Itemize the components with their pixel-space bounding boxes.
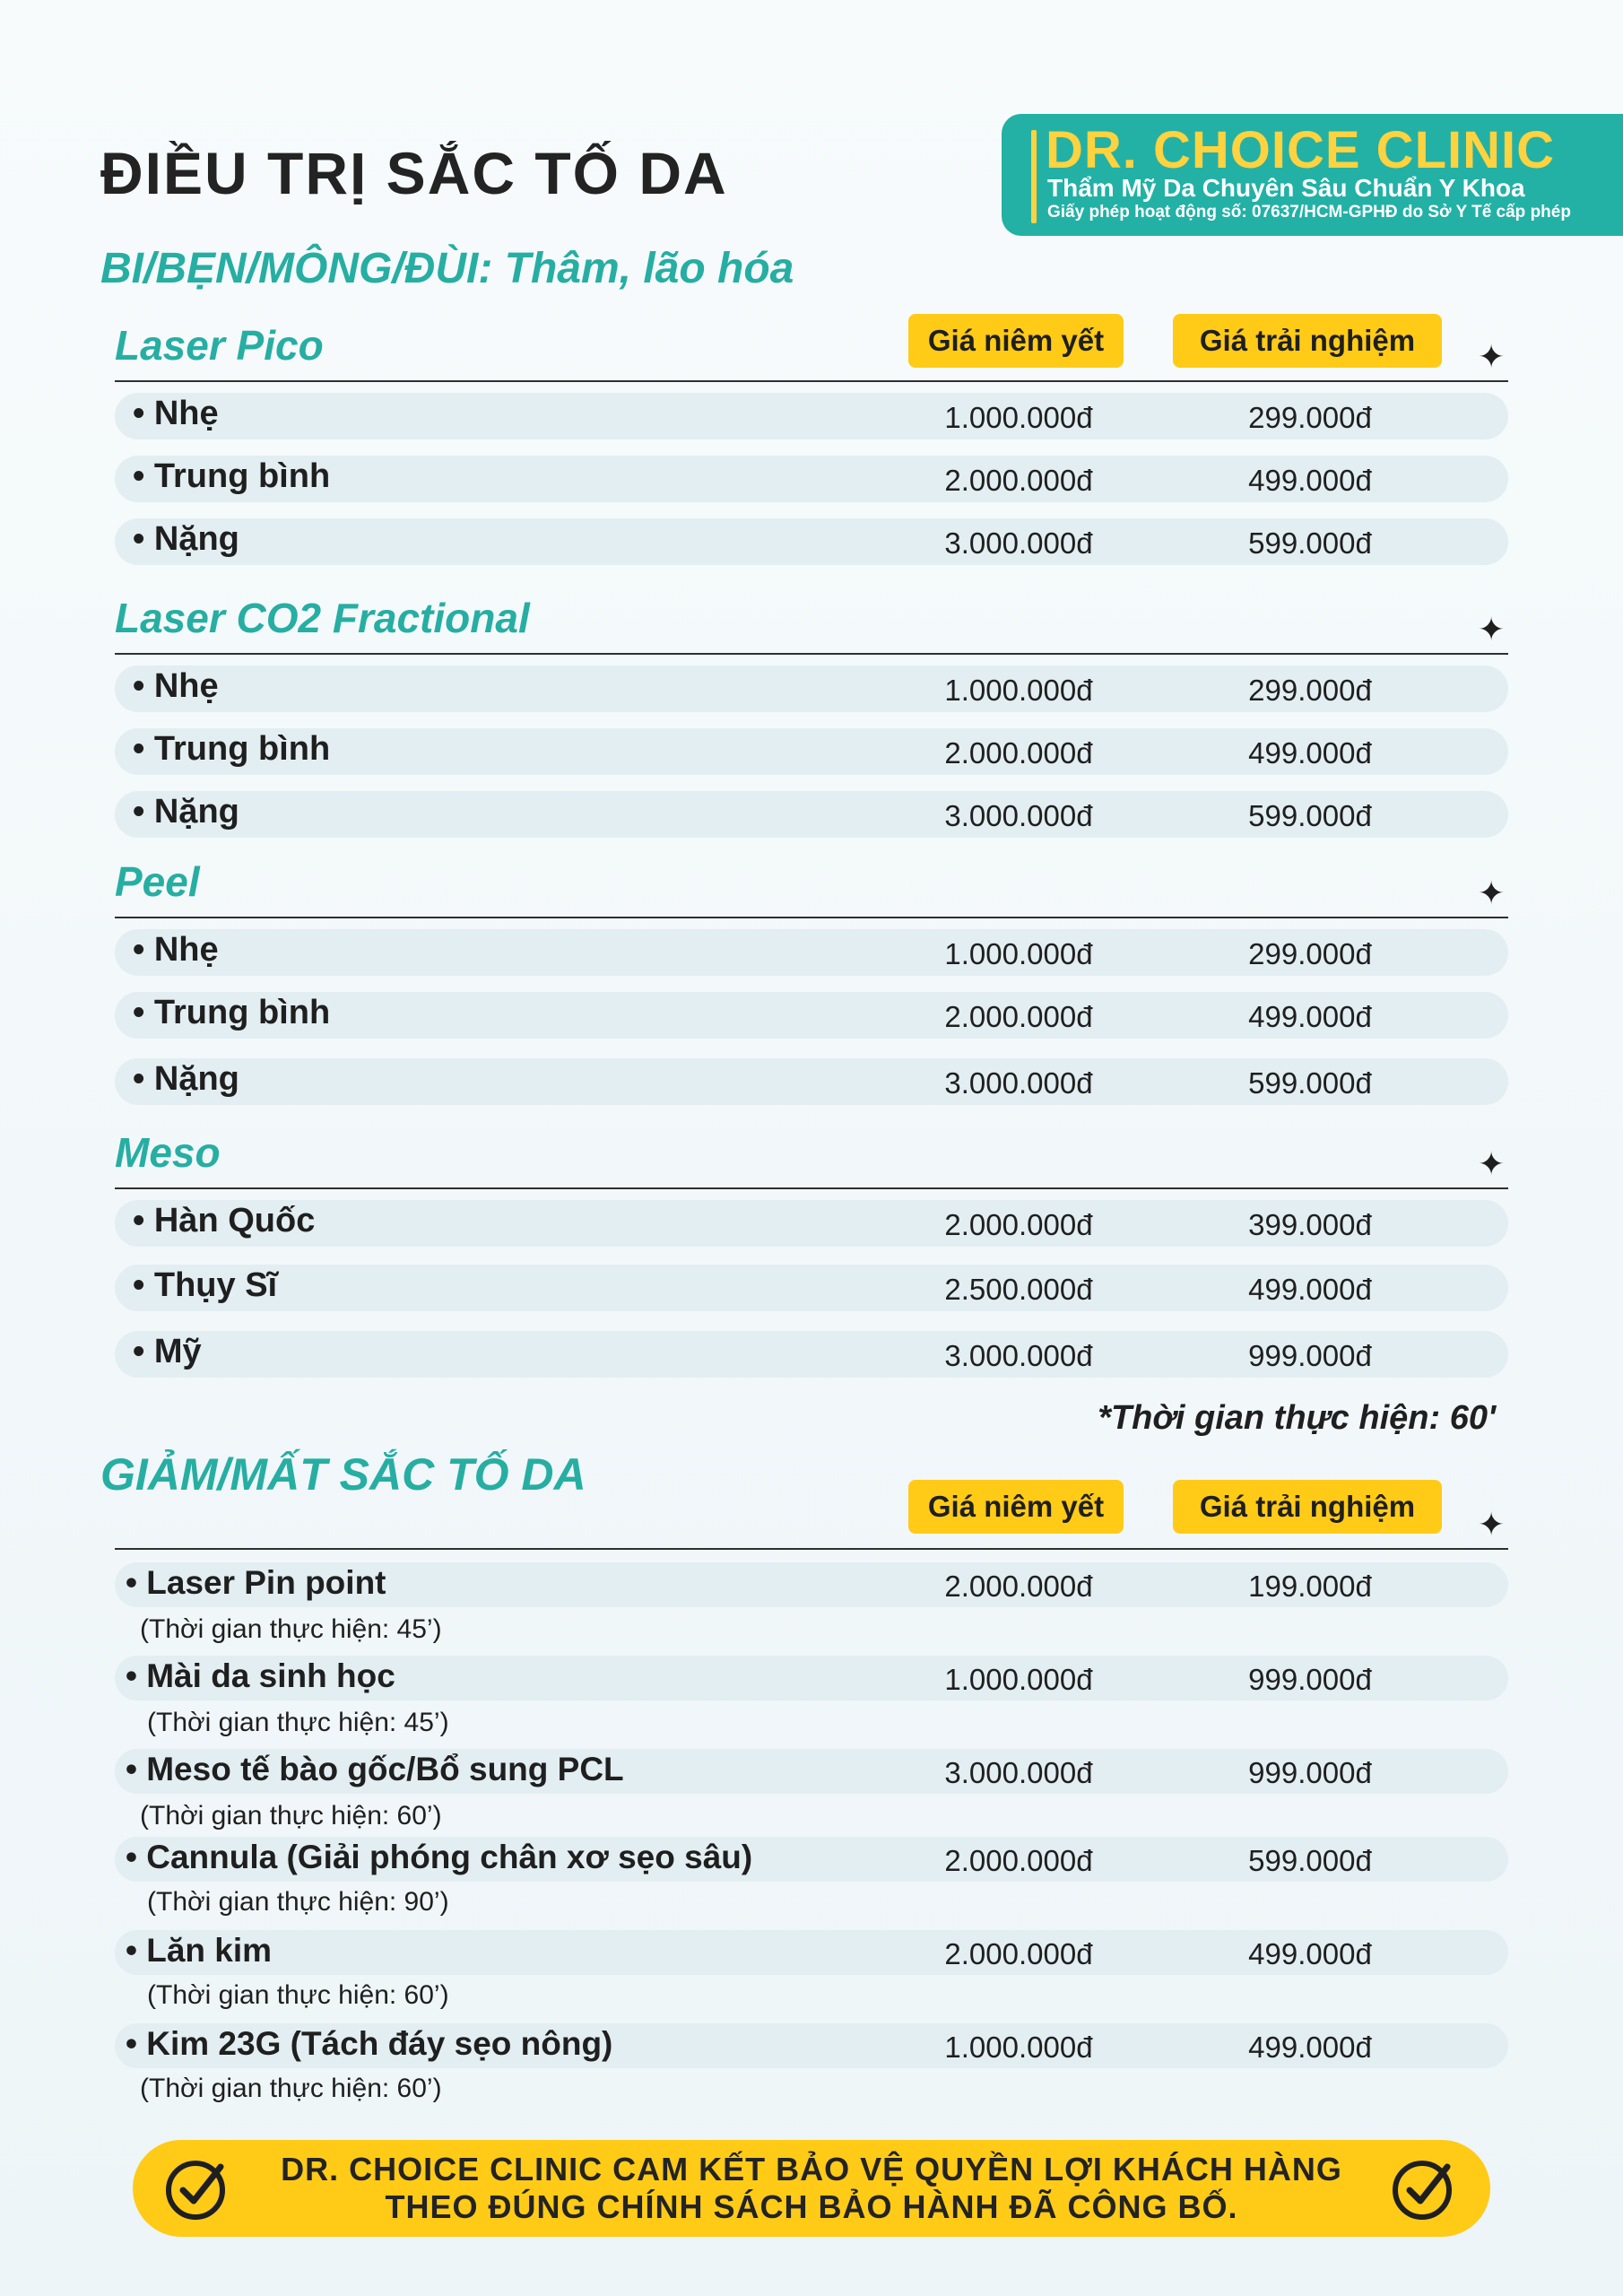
trial-price: 499.000đ bbox=[1248, 736, 1372, 770]
item-label: • Mỹ bbox=[133, 1333, 202, 1370]
trial-price: 499.000đ bbox=[1248, 1937, 1372, 1970]
listed-price: 2.500.000đ bbox=[944, 1273, 1093, 1306]
clinic-license: Giấy phép hoạt động số: 07637/HCM-GPHĐ do Sở Y Tế cấp phép bbox=[1047, 203, 1571, 222]
item-label: • Mài da sinh học bbox=[126, 1657, 395, 1694]
listed-price: 2.000.000đ bbox=[944, 464, 1093, 497]
item-label: • Nhẹ bbox=[133, 931, 219, 969]
listed-price: 3.000.000đ bbox=[944, 526, 1093, 560]
logo-accent-bar bbox=[1031, 130, 1037, 223]
item-label: • Nhẹ bbox=[133, 667, 219, 705]
item-label: • Meso tế bào gốc/Bổ sung PCL bbox=[126, 1751, 624, 1787]
warranty-line-1: DR. CHOICE CLINIC CAM KẾT BẢO VỆ QUYỀN LỢI KHÁCH HÀNG bbox=[281, 2151, 1342, 2187]
trial-price: 599.000đ bbox=[1248, 1066, 1372, 1100]
warranty-text bbox=[133, 2151, 1490, 2226]
item-time-note: (Thời gian thực hiện: 45’) bbox=[147, 1708, 449, 1737]
trial-price: 499.000đ bbox=[1248, 464, 1372, 497]
trial-price: 199.000đ bbox=[1248, 1570, 1372, 1603]
section-title-laser-pico: Laser Pico bbox=[115, 322, 324, 369]
trial-price: 599.000đ bbox=[1248, 799, 1372, 832]
listed-price: 2.000.000đ bbox=[944, 1570, 1093, 1603]
trial-price-header: Giá trải nghiệm bbox=[1173, 314, 1442, 368]
clinic-tagline: Thẩm Mỹ Da Chuyên Sâu Chuẩn Y Khoa bbox=[1047, 174, 1525, 202]
item-label: • Laser Pin point bbox=[126, 1564, 386, 1601]
trial-price: 399.000đ bbox=[1248, 1208, 1372, 1241]
listed-price-header: Giá niêm yết bbox=[908, 314, 1124, 368]
treatment-area-subtitle: BI/BẸN/MÔNG/ĐÙI: Thâm, lão hóa bbox=[100, 245, 794, 292]
item-label: • Nặng bbox=[133, 1060, 239, 1098]
section-divider bbox=[115, 653, 1508, 655]
item-label: • Thụy Sĩ bbox=[133, 1266, 278, 1304]
item-time-note: (Thời gian thực hiện: 60’) bbox=[140, 2074, 442, 2103]
section-divider bbox=[115, 1548, 1508, 1550]
section2-title: GIẢM/MẤT SẮC TỐ DA bbox=[100, 1449, 586, 1500]
item-time-note: (Thời gian thực hiện: 90’) bbox=[147, 1887, 449, 1917]
listed-price: 1.000.000đ bbox=[944, 2031, 1093, 2064]
item-label: • Kim 23G (Tách đáy sẹo nông) bbox=[126, 2025, 613, 2062]
trial-price: 299.000đ bbox=[1248, 674, 1372, 707]
trial-price: 299.000đ bbox=[1248, 937, 1372, 970]
item-label: • Trung bình bbox=[133, 730, 331, 768]
listed-price: 2.000.000đ bbox=[944, 736, 1093, 770]
item-time-note: (Thời gian thực hiện: 60’) bbox=[147, 1980, 449, 2010]
trial-price: 599.000đ bbox=[1248, 526, 1372, 560]
item-label: • Nhẹ bbox=[133, 395, 219, 432]
item-label: • Nặng bbox=[133, 520, 239, 558]
listed-price: 1.000.000đ bbox=[944, 1663, 1093, 1696]
section-title-laser-co2: Laser CO2 Fractional bbox=[115, 595, 530, 641]
listed-price: 3.000.000đ bbox=[944, 799, 1093, 832]
sparkle-icon: ✦ bbox=[1478, 1506, 1506, 1543]
listed-price: 2.000.000đ bbox=[944, 1844, 1093, 1877]
item-label: • Cannula (Giải phóng chân xơ sẹo sâu) bbox=[126, 1839, 753, 1875]
trial-price: 599.000đ bbox=[1248, 1844, 1372, 1877]
page-title: ĐIỀU TRỊ SẮC TỐ DA bbox=[100, 140, 728, 206]
trial-price: 999.000đ bbox=[1248, 1663, 1372, 1696]
clinic-name: DR. CHOICE CLINIC bbox=[1046, 121, 1555, 179]
section-divider bbox=[115, 380, 1508, 382]
sparkle-icon: ✦ bbox=[1478, 338, 1506, 375]
trial-price-header: Giá trải nghiệm bbox=[1173, 1480, 1442, 1534]
warranty-line-2: THEO ĐÚNG CHÍNH SÁCH BẢO HÀNH ĐÃ CÔNG BỐ. bbox=[385, 2188, 1238, 2225]
trial-price: 499.000đ bbox=[1248, 2031, 1372, 2064]
sparkle-icon: ✦ bbox=[1478, 611, 1506, 648]
item-label: • Trung bình bbox=[133, 457, 331, 495]
trial-price: 999.000đ bbox=[1248, 1756, 1372, 1789]
sparkle-icon: ✦ bbox=[1478, 874, 1506, 911]
section-divider bbox=[115, 1187, 1508, 1189]
item-label: • Trung bình bbox=[133, 994, 331, 1031]
trial-price: 499.000đ bbox=[1248, 1000, 1372, 1033]
listed-price: 3.000.000đ bbox=[944, 1339, 1093, 1372]
listed-price: 3.000.000đ bbox=[944, 1756, 1093, 1789]
item-time-note: (Thời gian thực hiện: 45’) bbox=[140, 1614, 442, 1644]
listed-price: 1.000.000đ bbox=[944, 401, 1093, 434]
execution-time-note: *Thời gian thực hiện: 60' bbox=[1098, 1399, 1496, 1437]
listed-price: 2.000.000đ bbox=[944, 1000, 1093, 1033]
trial-price: 299.000đ bbox=[1248, 401, 1372, 434]
section-title-peel: Peel bbox=[115, 858, 200, 905]
section-divider bbox=[115, 917, 1508, 918]
listed-price: 2.000.000đ bbox=[944, 1937, 1093, 1970]
listed-price: 2.000.000đ bbox=[944, 1208, 1093, 1241]
listed-price: 1.000.000đ bbox=[944, 937, 1093, 970]
trial-price: 999.000đ bbox=[1248, 1339, 1372, 1372]
listed-price: 3.000.000đ bbox=[944, 1066, 1093, 1100]
listed-price: 1.000.000đ bbox=[944, 674, 1093, 707]
item-label: • Lăn kim bbox=[126, 1932, 273, 1969]
sparkle-icon: ✦ bbox=[1478, 1145, 1506, 1182]
item-time-note: (Thời gian thực hiện: 60’) bbox=[140, 1801, 442, 1831]
trial-price: 499.000đ bbox=[1248, 1273, 1372, 1306]
item-label: • Nặng bbox=[133, 793, 239, 831]
section-title-meso: Meso bbox=[115, 1129, 221, 1176]
listed-price-header: Giá niêm yết bbox=[908, 1480, 1124, 1534]
item-label: • Hàn Quốc bbox=[133, 1202, 316, 1239]
